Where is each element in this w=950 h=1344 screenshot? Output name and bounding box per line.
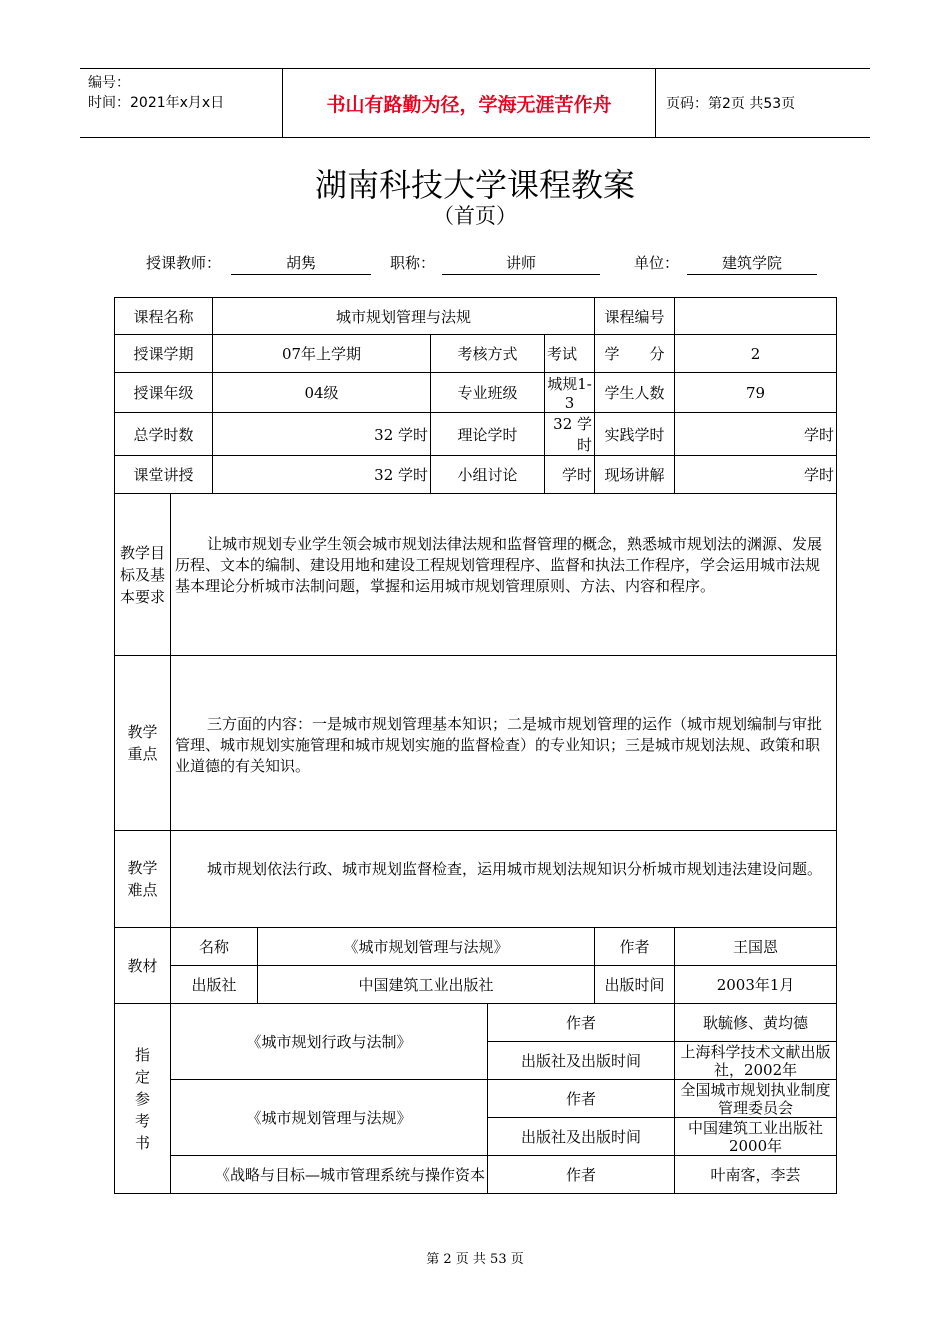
term-label: 授课学期 — [115, 335, 213, 373]
key-points-cell — [171, 656, 837, 831]
header-motto: 书山有路勤为径，学海无涯苦作舟 — [282, 69, 656, 137]
page-header — [80, 68, 870, 138]
key-points-label: 教学重点 — [115, 656, 171, 831]
textbook-name: 《城市规划管理与法规》 — [258, 928, 595, 966]
objectives-text: 让城市规划专业学生领会城市规划法律法规和监督管理的概念，熟悉城市规划法的渊源、发展历程、文本的编制、建设用地和建设工程规划管理程序、监督和执法工作程序，学会运用城市法规基本理论分析城市法制问题，掌握和运用城市规划管理原则、方法、内容和程序。 — [175, 535, 823, 595]
table-row — [115, 413, 837, 456]
group-label: 小组讨论 — [431, 456, 545, 494]
reference-author: 耿毓修、黄均德 — [675, 1004, 837, 1042]
difficulty-cell — [171, 831, 837, 928]
reference-pub-label: 出版社及出版时间 — [488, 1042, 675, 1080]
exam-label: 考核方式 — [431, 335, 545, 373]
reference-pub: 中国建筑工业出版社2000年 — [675, 1118, 837, 1156]
difficulty-label: 教学难点 — [115, 831, 171, 928]
credit-value: 2 — [675, 335, 837, 373]
position-value: 讲师 — [442, 252, 600, 275]
total-hours-label: 总学时数 — [115, 413, 213, 456]
table-row — [115, 298, 837, 335]
table-row — [115, 373, 837, 413]
lecture-value: 32 学时 — [213, 456, 431, 494]
difficulty-text: 城市规划依法行政、城市规划监督检查，运用城市规划法规知识分析城市规划违法建设问题。 — [207, 860, 823, 878]
header-page-label: 页码：第2页 共53页 — [666, 96, 796, 112]
textbook-publisher: 中国建筑工业出版社 — [258, 966, 595, 1004]
difficulty-row — [115, 831, 837, 928]
teacher-value: 胡隽 — [231, 252, 371, 275]
total-hours-value: 32 学时 — [213, 413, 431, 456]
number-label: 编号： — [88, 75, 130, 91]
objectives-label: 教学目标及基本要求 — [115, 494, 171, 656]
reference-title: 《城市规划管理与法规》 — [171, 1080, 488, 1156]
reference-author: 叶南客，李芸 — [675, 1156, 837, 1194]
grade-label: 授课年级 — [115, 373, 213, 413]
unit-label: 单位： — [634, 254, 680, 272]
course-name-value: 城市规划管理与法规 — [213, 298, 595, 335]
reference-pub-label: 出版社及出版时间 — [488, 1118, 675, 1156]
textbook-publisher-label: 出版社 — [171, 966, 258, 1004]
grade-value: 04级 — [213, 373, 431, 413]
theory-label: 理论学时 — [431, 413, 545, 456]
reference-title: 《战略与目标—城市管理系统与操作资本 — [171, 1156, 488, 1194]
term-value: 07年上学期 — [213, 335, 431, 373]
textbook-name-label: 名称 — [171, 928, 258, 966]
header-info — [80, 69, 280, 137]
field-label: 现场讲解 — [595, 456, 675, 494]
reference-row — [115, 1004, 837, 1042]
textbook-row — [115, 966, 837, 1004]
position-label: 职称： — [390, 254, 436, 272]
teacher-label: 授课教师： — [146, 254, 222, 272]
key-points-row — [115, 656, 837, 831]
document-subtitle: （首页） — [433, 204, 517, 228]
key-points-text: 三方面的内容：一是城市规划管理基本知识；二是城市规划管理的运作（城市规划编制与审批管理、城市规划实施管理和城市规划实施的监督检查）的专业知识；三是城市规划法规、政策和职业道德的有关知识。 — [175, 715, 823, 775]
reference-row — [115, 1156, 837, 1194]
unit-value: 建筑学院 — [687, 252, 817, 275]
table-row — [115, 335, 837, 373]
objectives-cell — [171, 494, 837, 656]
reference-author: 全国城市规划执业制度管理委员会 — [675, 1080, 837, 1118]
class-value: 城规1-3 — [545, 373, 595, 413]
time-label: 时间：2021年x月x日 — [88, 95, 225, 111]
document-title: 湖南科技大学课程教案 — [314, 166, 635, 204]
page-footer: 第 2 页 共 53 页 — [426, 1252, 524, 1267]
reference-author-label: 作者 — [488, 1156, 675, 1194]
practice-label: 实践学时 — [595, 413, 675, 456]
group-value: 学时 — [545, 456, 595, 494]
credit-label: 学 分 — [595, 335, 675, 373]
reference-pub: 上海科学技术文献出版社，2002年 — [675, 1042, 837, 1080]
course-code-value — [675, 298, 837, 335]
reference-author-label: 作者 — [488, 1080, 675, 1118]
textbook-pubtime-label: 出版时间 — [595, 966, 675, 1004]
field-value: 学时 — [675, 456, 837, 494]
theory-value: 32 学时 — [545, 413, 595, 456]
reference-author-label: 作者 — [488, 1004, 675, 1042]
textbook-author-label: 作者 — [595, 928, 675, 966]
lecture-label: 课堂讲授 — [115, 456, 213, 494]
textbook-label: 教材 — [115, 928, 171, 1004]
course-name-label: 课程名称 — [115, 298, 213, 335]
teacher-meta — [0, 252, 950, 278]
course-table — [114, 297, 837, 1194]
students-value: 79 — [675, 373, 837, 413]
textbook-row — [115, 928, 837, 966]
textbook-pubtime: 2003年1月 — [675, 966, 837, 1004]
references-label: 指定参考书 — [115, 1004, 171, 1194]
class-label: 专业班级 — [431, 373, 545, 413]
course-code-label: 课程编号 — [595, 298, 675, 335]
objectives-row — [115, 494, 837, 656]
reference-row — [115, 1080, 837, 1118]
textbook-author: 王国恩 — [675, 928, 837, 966]
reference-title: 《城市规划行政与法制》 — [171, 1004, 488, 1080]
students-label: 学生人数 — [595, 373, 675, 413]
practice-value: 学时 — [675, 413, 837, 456]
exam-value: 考试 — [545, 335, 595, 373]
table-row — [115, 456, 837, 494]
